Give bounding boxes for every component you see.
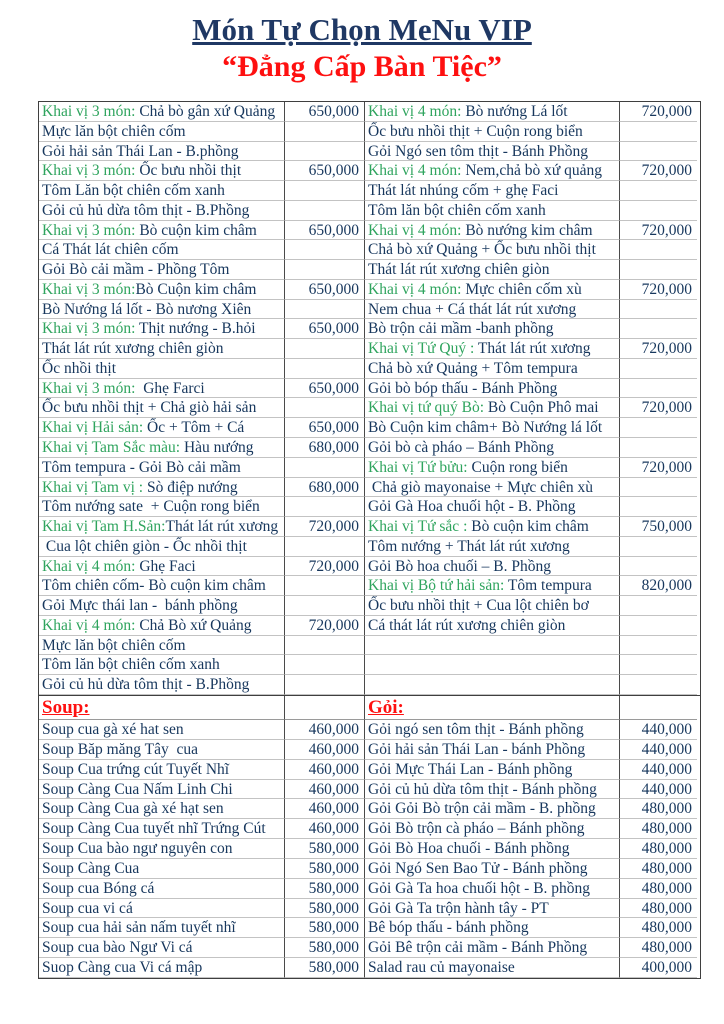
dish-name: Soup cua hải sản nấm tuyết nhĩ — [42, 919, 236, 937]
menu-item-cell — [39, 899, 285, 919]
dish-name: Ốc bưu nhồi thịt + Cua lột chiên bơ — [368, 597, 589, 615]
price-cell — [620, 359, 697, 379]
menu-item-cell — [39, 859, 285, 879]
title-block — [0, 0, 724, 84]
price-cell — [285, 142, 365, 162]
menu-item-cell — [39, 740, 285, 760]
price-cell — [285, 655, 365, 675]
menu-item-cell — [365, 859, 620, 879]
price-cell — [620, 655, 697, 675]
price-cell: 820,000 — [620, 576, 697, 596]
dish-name: Bê bóp thấu - bánh phồng — [368, 919, 529, 937]
dish-name: Ốc bưu nhồi thịt — [135, 162, 242, 180]
menu-item-cell — [365, 760, 620, 780]
menu-item-cell — [365, 102, 620, 122]
price-cell — [285, 576, 365, 596]
menu-item-cell — [39, 359, 285, 379]
menu-item-cell — [365, 899, 620, 919]
menu-item-cell — [365, 379, 620, 399]
dish-name: Cuộn rong biển — [467, 458, 568, 476]
menu-item-cell — [365, 938, 620, 958]
price-cell: 460,000 — [285, 799, 365, 819]
dish-name: Bò nướng kim châm — [461, 221, 593, 239]
price-cell: 440,000 — [620, 780, 697, 800]
menu-item-cell — [365, 478, 620, 498]
price-cell — [620, 478, 697, 498]
dish-category-label: Khai vị 3 món: — [42, 379, 136, 397]
menu-item-cell — [39, 675, 285, 695]
menu-item-cell — [365, 497, 620, 517]
price-cell — [285, 458, 365, 478]
dish-name: Tôm tempura - Gỏi Bò cải mầm — [42, 458, 241, 476]
price-cell: 680,000 — [285, 478, 365, 498]
price-cell — [285, 675, 365, 695]
price-cell: 460,000 — [285, 780, 365, 800]
menu-item-cell — [365, 280, 620, 300]
price-cell: 580,000 — [285, 899, 365, 919]
price-cell: 580,000 — [285, 958, 365, 978]
dish-category-label: Khai vị 4 món: — [368, 280, 462, 298]
menu-item-cell — [39, 958, 285, 978]
price-cell: 480,000 — [620, 938, 697, 958]
dish-name: Nem,chả bò xứ quảng — [461, 162, 602, 180]
dish-name: Bò Nướng lá lốt - Bò nương Xiên — [42, 300, 252, 318]
menu-item-cell — [39, 398, 285, 418]
menu-item-cell — [365, 240, 620, 260]
dish-name: Bò trộn cải mầm -banh phồng — [368, 320, 554, 338]
dish-name: Thát lát nhúng cốm + ghẹ Faci — [368, 182, 559, 200]
menu-item-cell — [39, 161, 285, 181]
dish-name: Ốc nhồi thịt — [42, 359, 117, 377]
menu-item-cell — [39, 819, 285, 839]
dish-category-label: Khai vị 3 món: — [42, 162, 136, 180]
price-cell — [285, 636, 365, 656]
dish-name: Bò Cuộn kim châm+ Bò Nướng lá lốt — [368, 419, 603, 437]
price-cell — [285, 181, 365, 201]
price-cell: 480,000 — [620, 859, 697, 879]
menu-item-cell — [365, 576, 620, 596]
dish-name: Chả giò mayonaise + Mực chiên xù — [368, 478, 594, 496]
dish-name: Bò nướng Lá lốt — [461, 103, 568, 120]
dish-name: Cua lột chiên giòn - Ốc nhồi thịt — [42, 537, 247, 555]
dish-name: Mực lăn bột chiên cốm — [42, 636, 186, 654]
menu-item-cell — [365, 799, 620, 819]
dish-name: Bò Cuộn Phô mai — [484, 399, 599, 417]
dish-category-label: Khai vị Tam Sắc màu: — [42, 439, 181, 457]
dish-category-label: Khai vị tứ quý Bò: — [368, 399, 485, 417]
dish-name: Soup Càng Cua Nấm Linh Chi — [42, 780, 233, 798]
menu-item-cell — [39, 319, 285, 339]
price-cell: 460,000 — [285, 760, 365, 780]
dish-name: Soup Càng Cua gà xé hạt sen — [42, 800, 224, 818]
dish-name: Gỏi bò bóp thấu - Bánh Phồng — [368, 379, 558, 397]
empty-header-cell — [285, 696, 365, 720]
dish-category-label: Khai vị 4 món: — [368, 162, 462, 180]
menu-item-cell — [365, 300, 620, 320]
menu-item-cell — [39, 478, 285, 498]
price-cell: 650,000 — [285, 280, 365, 300]
dish-name: Gỏi Gà Ta hoa chuối hột - B. phồng — [368, 879, 591, 897]
menu-item-cell — [39, 537, 285, 557]
menu-item-cell — [39, 557, 285, 577]
menu-item-cell — [39, 181, 285, 201]
price-cell: 460,000 — [285, 720, 365, 740]
dish-name: Chả Bò xứ Quảng — [135, 616, 252, 634]
menu-item-cell — [39, 938, 285, 958]
menu-item-cell — [365, 458, 620, 478]
menu-item-cell — [365, 720, 620, 740]
dish-category-label: Khai vị Tam vị : — [42, 478, 144, 496]
price-cell: 650,000 — [285, 102, 365, 122]
menu-item-cell — [365, 780, 620, 800]
menu-item-cell — [365, 398, 620, 418]
empty-header-cell — [620, 696, 697, 720]
appetizer-section — [39, 102, 700, 695]
dish-name: Mực chiên cốm xù — [461, 280, 582, 298]
dish-category-label: Khai vị 3 món: — [42, 103, 136, 120]
dish-name: Chả bò xứ Quảng + Ốc bưu nhồi thịt — [368, 241, 596, 259]
menu-item-cell — [39, 497, 285, 517]
dish-name: Gỏi ngó sen tôm thịt - Bánh phồng — [368, 720, 584, 738]
dish-name: Soup cua Bóng cá — [42, 879, 155, 897]
menu-item-cell — [39, 201, 285, 221]
menu-item-cell — [39, 280, 285, 300]
dish-name: Gỏi củ hủ dừa tôm thịt - B.Phồng — [42, 676, 250, 694]
dish-name: Hàu nướng — [180, 439, 254, 457]
price-cell — [285, 240, 365, 260]
dish-name: Tôm tempura — [504, 577, 592, 595]
price-cell — [620, 240, 697, 260]
menu-item-cell — [39, 221, 285, 241]
dish-name: Ghẹ Farci — [135, 379, 205, 397]
dish-category-label: Khai vị Tam H.Sản: — [42, 518, 166, 536]
price-cell: 680,000 — [285, 438, 365, 458]
price-cell: 480,000 — [620, 839, 697, 859]
menu-item-cell — [365, 557, 620, 577]
price-cell: 650,000 — [285, 418, 365, 438]
dish-name: Gỏi bò cà pháo – Bánh Phồng — [368, 439, 554, 457]
dish-category-label: Khai vị Hải sản: — [42, 419, 144, 437]
dish-name: Nem chua + Cá thát lát rút xương — [368, 300, 577, 318]
price-cell — [620, 260, 697, 280]
dish-name: Tôm nướng + Thát lát rút xương — [368, 537, 570, 555]
price-cell — [285, 596, 365, 616]
price-cell: 750,000 — [620, 517, 697, 537]
menu-item-cell — [39, 260, 285, 280]
menu-item-cell — [365, 161, 620, 181]
goi-section-header: Gỏi: — [368, 696, 404, 718]
dish-category-label: Khai vị 4 món: — [368, 103, 462, 120]
price-cell — [620, 379, 697, 399]
dish-name: Tôm Lăn bột chiên cốm xanh — [42, 182, 225, 200]
price-cell — [285, 359, 365, 379]
menu-item-cell — [365, 616, 620, 636]
dish-name: Ghẹ Faci — [135, 557, 196, 575]
menu-table — [38, 101, 701, 979]
menu-item-cell — [39, 122, 285, 142]
price-cell — [285, 201, 365, 221]
price-cell: 720,000 — [620, 458, 697, 478]
menu-item-cell — [39, 418, 285, 438]
dish-category-label: Khai vị 4 món: — [368, 221, 462, 239]
price-cell — [620, 438, 697, 458]
price-cell — [620, 300, 697, 320]
soup-section-header: Soup: — [42, 696, 90, 718]
menu-item-cell — [39, 517, 285, 537]
dish-name: Gỏi Mực Thái Lan - Bánh phồng — [368, 760, 573, 778]
price-cell — [285, 339, 365, 359]
menu-item-cell — [365, 142, 620, 162]
dish-name: Bò cuộn kim châm — [467, 518, 589, 536]
goi-section-cell — [365, 696, 620, 720]
price-cell — [620, 319, 697, 339]
price-cell — [285, 497, 365, 517]
menu-item-cell — [39, 720, 285, 740]
page-title: Món Tự Chọn MeNu VIP — [192, 12, 532, 47]
dish-name: Gỏi củ hủ dừa tôm thịt - Bánh phồng — [368, 780, 597, 798]
menu-item-cell — [365, 655, 620, 675]
dish-name: Mực lăn bột chiên cốm — [42, 122, 186, 140]
menu-item-cell — [39, 799, 285, 819]
price-cell: 440,000 — [620, 760, 697, 780]
price-cell: 720,000 — [285, 517, 365, 537]
price-cell: 400,000 — [620, 958, 697, 978]
dish-name: Gỏi Bê trộn cải mầm - Bánh Phồng — [368, 939, 588, 957]
dish-name: Ốc bưu nhồi thịt + Cuộn rong biển — [368, 122, 583, 140]
dish-category-label: Khai vị Tứ sắc : — [368, 518, 468, 536]
menu-item-cell — [365, 839, 620, 859]
price-cell: 580,000 — [285, 859, 365, 879]
dish-name: Thịt nướng - B.hỏi — [135, 320, 256, 338]
dish-name: Gỏi Gà Ta trộn hành tây - PT — [368, 899, 549, 917]
menu-item-cell — [365, 181, 620, 201]
price-cell — [620, 201, 697, 221]
price-cell: 720,000 — [620, 339, 697, 359]
price-cell — [620, 675, 697, 695]
price-cell: 580,000 — [285, 918, 365, 938]
dish-name: Gỏi Gà Hoa chuối hột - B. Phồng — [368, 498, 576, 516]
menu-item-cell — [365, 879, 620, 899]
price-cell — [620, 557, 697, 577]
dish-name: Ốc + Tôm + Cá — [143, 419, 245, 437]
soup-section-cell — [39, 696, 285, 720]
menu-item-cell — [39, 142, 285, 162]
menu-item-cell — [365, 221, 620, 241]
dish-category-label: Khai vị 3 món: — [42, 221, 136, 239]
price-cell — [620, 537, 697, 557]
menu-item-cell — [39, 339, 285, 359]
menu-item-cell — [39, 458, 285, 478]
menu-item-cell — [39, 918, 285, 938]
menu-item-cell — [39, 636, 285, 656]
dish-name: Gỏi hải sản Thái Lan - bánh Phồng — [368, 740, 586, 758]
price-cell: 720,000 — [620, 102, 697, 122]
dish-category-label: Khai vị 3 món: — [42, 280, 136, 298]
dish-name: Cá Thát lát chiên cốm — [42, 241, 179, 259]
price-cell: 480,000 — [620, 879, 697, 899]
dish-category-label: Khai vị Bộ tứ hải sản: — [368, 577, 505, 595]
menu-item-cell — [39, 839, 285, 859]
menu-item-cell — [39, 102, 285, 122]
dish-name: Soup Cua bào ngư nguyên con — [42, 840, 233, 858]
dish-name: Thát lát rút xương — [165, 518, 279, 536]
price-cell — [620, 596, 697, 616]
price-cell: 650,000 — [285, 379, 365, 399]
dish-name: Gỏi Mực thái lan - bánh phồng — [42, 597, 238, 615]
dish-name: Tôm chiên cốm- Bò cuộn kim châm — [42, 577, 266, 595]
dish-name: Bò cuộn kim châm — [135, 221, 257, 239]
price-cell: 650,000 — [285, 319, 365, 339]
menu-item-cell — [39, 576, 285, 596]
menu-item-cell — [365, 201, 620, 221]
dish-name: Chả bò gân xứ Quảng — [135, 103, 276, 120]
dish-name: Gỏi Bò Hoa chuối - Bánh phồng — [368, 840, 570, 858]
price-cell: 580,000 — [285, 879, 365, 899]
price-cell — [620, 122, 697, 142]
dish-name: Gỏi Bò cải mầm - Phồng Tôm — [42, 261, 230, 279]
price-cell: 650,000 — [285, 221, 365, 241]
price-cell: 720,000 — [620, 161, 697, 181]
dish-category-label: Khai vị Tứ bửu: — [368, 458, 468, 476]
menu-item-cell — [39, 616, 285, 636]
price-cell: 580,000 — [285, 839, 365, 859]
menu-item-cell — [365, 418, 620, 438]
dish-name: Tôm lăn bột chiên cốm xanh — [368, 201, 546, 219]
menu-item-cell — [365, 438, 620, 458]
dish-name: Cá thát lát rút xương chiên giòn — [368, 616, 566, 634]
menu-item-cell — [365, 819, 620, 839]
dish-name: Gỏi hải sản Thái Lan - B.phồng — [42, 142, 239, 160]
price-cell — [620, 497, 697, 517]
price-cell — [620, 418, 697, 438]
price-cell: 650,000 — [285, 161, 365, 181]
dish-category-label: Khai vị 4 món: — [42, 557, 136, 575]
dish-name: Soup cua bào Ngư Vi cá — [42, 939, 193, 957]
dish-name: Salad rau củ mayonaise — [368, 959, 515, 977]
dish-name: Soup Cua trứng cút Tuyết Nhĩ — [42, 760, 230, 778]
menu-item-cell — [365, 918, 620, 938]
dish-name: Soup Càng Cua tuyết nhĩ Trứng Cút — [42, 820, 266, 838]
menu-item-cell — [39, 760, 285, 780]
dish-name: Soup cua gà xé hat sen — [42, 720, 184, 738]
menu-item-cell — [39, 596, 285, 616]
dish-category-label: Khai vị 4 món: — [42, 616, 136, 634]
menu-item-cell — [365, 359, 620, 379]
price-cell — [285, 398, 365, 418]
price-cell: 580,000 — [285, 938, 365, 958]
price-cell: 480,000 — [620, 799, 697, 819]
price-cell: 720,000 — [620, 398, 697, 418]
dish-name: Thát lát rút xương chiên giòn — [42, 340, 224, 358]
price-cell: 460,000 — [285, 819, 365, 839]
price-cell: 480,000 — [620, 918, 697, 938]
menu-item-cell — [365, 517, 620, 537]
menu-item-cell — [365, 636, 620, 656]
price-cell — [285, 122, 365, 142]
price-cell: 720,000 — [620, 280, 697, 300]
price-cell: 440,000 — [620, 720, 697, 740]
dish-name: Gỏi Bò hoa chuối – B. Phồng — [368, 557, 551, 575]
dish-category-label: Khai vị Tứ Quý : — [368, 340, 475, 358]
dish-name: Soup Băp măng Tây cua — [42, 740, 198, 758]
dish-name: Chả bò xứ Quảng + Tôm tempura — [368, 359, 578, 377]
price-cell: 480,000 — [620, 819, 697, 839]
dish-name: Tôm nướng sate + Cuộn rong biển — [42, 498, 260, 516]
dish-name: Gỏi củ hủ dừa tôm thịt - B.Phồng — [42, 201, 250, 219]
menu-item-cell — [39, 240, 285, 260]
menu-item-cell — [39, 379, 285, 399]
dish-name: Gỏi Ngó sen tôm thịt - Bánh Phồng — [368, 142, 589, 160]
dish-name: Sò điệp nướng — [143, 478, 238, 496]
menu-item-cell — [365, 675, 620, 695]
price-cell — [620, 636, 697, 656]
menu-item-cell — [39, 655, 285, 675]
menu-item-cell — [365, 319, 620, 339]
dish-name: Soup cua vi cá — [42, 899, 133, 917]
dish-name: Gỏi Bò trộn cà pháo – Bánh phồng — [368, 820, 585, 838]
price-cell: 480,000 — [620, 899, 697, 919]
dish-name: Gỏi Ngó Sen Bao Tử - Bánh phồng — [368, 859, 588, 877]
menu-item-cell — [39, 438, 285, 458]
dish-name: Bò Cuộn kim châm — [135, 280, 257, 298]
price-cell: 440,000 — [620, 740, 697, 760]
price-cell: 720,000 — [620, 221, 697, 241]
menu-item-cell — [365, 339, 620, 359]
price-cell — [285, 537, 365, 557]
menu-item-cell — [365, 740, 620, 760]
menu-item-cell — [365, 122, 620, 142]
menu-item-cell — [39, 780, 285, 800]
price-cell — [285, 300, 365, 320]
menu-item-cell — [39, 879, 285, 899]
dish-name: Suop Càng cua Vi cá mập — [42, 959, 203, 977]
dish-name: Soup Càng Cua — [42, 859, 140, 877]
menu-item-cell — [365, 537, 620, 557]
section-header-row — [39, 695, 700, 720]
menu-item-cell — [365, 958, 620, 978]
page-subtitle: “Đẳng Cấp Bàn Tiệc” — [222, 49, 502, 83]
price-cell: 720,000 — [285, 557, 365, 577]
price-cell: 460,000 — [285, 740, 365, 760]
menu-item-cell — [365, 260, 620, 280]
menu-item-cell — [365, 596, 620, 616]
dish-name: Gỏi Gỏi Bò trộn cải mầm - B. phồng — [368, 800, 596, 818]
price-cell — [285, 260, 365, 280]
price-cell — [620, 616, 697, 636]
dish-name: Thát lát rút xương chiên giòn — [368, 261, 550, 279]
dish-name: Tôm lăn bột chiên cốm xanh — [42, 656, 220, 674]
price-cell — [620, 181, 697, 201]
dish-name: Thát lát rút xương — [474, 340, 591, 358]
menu-item-cell — [39, 300, 285, 320]
soup-goi-section — [39, 720, 700, 978]
price-cell: 720,000 — [285, 616, 365, 636]
dish-name: Ốc bưu nhồi thịt + Chả giò hải sản — [42, 399, 257, 417]
dish-category-label: Khai vị 3 món: — [42, 320, 136, 338]
price-cell — [620, 142, 697, 162]
